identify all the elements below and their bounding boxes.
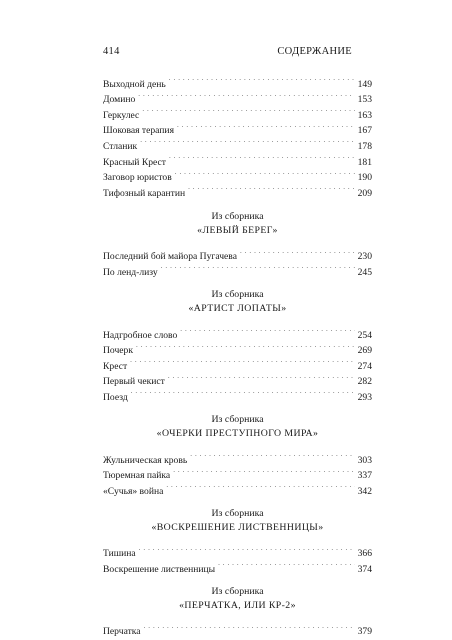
- toc-entry: [103, 149, 372, 168]
- entry-page: 337: [357, 470, 372, 482]
- entry-title: Поезд: [103, 391, 128, 403]
- entry-title: Шоковая терапия: [103, 125, 174, 137]
- collection-label: Из сборника: [211, 413, 264, 425]
- section-heading-ocherki: [103, 413, 372, 441]
- entry-title: Надгробное слово: [103, 329, 178, 341]
- dot-leader: [240, 244, 355, 260]
- toc-entry: [103, 353, 372, 372]
- entry-title: Стланик: [103, 140, 138, 152]
- toc-entry: [103, 87, 372, 106]
- entry-title: Тифозный карантин: [103, 187, 186, 199]
- dot-leader: [142, 102, 354, 118]
- toc-entry: [103, 369, 372, 388]
- dot-leader: [136, 338, 355, 354]
- dot-leader: [161, 259, 355, 275]
- toc-entry: [103, 338, 372, 357]
- dot-leader: [131, 384, 355, 400]
- entry-title: Почерк: [103, 345, 134, 357]
- dot-leader: [180, 322, 354, 338]
- entry-title: По ленд-лизу: [103, 266, 158, 278]
- entry-page: 190: [357, 172, 372, 184]
- entry-title: Крест: [103, 360, 128, 372]
- collection-name: «ПЕРЧАТКА, ИЛИ КР-2»: [179, 599, 296, 611]
- collection-label: Из сборника: [211, 210, 264, 222]
- entry-title: Геркулес: [103, 109, 140, 121]
- toc-entry: [103, 556, 372, 575]
- entry-title: Последний бой майора Пугачева: [103, 251, 237, 263]
- dot-leader: [173, 463, 354, 479]
- toc-entry: [103, 619, 372, 638]
- toc-entry: [103, 322, 372, 341]
- entry-page: 269: [357, 345, 372, 357]
- dot-leader: [169, 71, 355, 87]
- dot-leader: [177, 118, 355, 134]
- entry-page: 181: [357, 156, 372, 168]
- entry-title: Первый чекист: [103, 376, 165, 388]
- section-heading-artist-lopaty: [103, 288, 372, 316]
- dot-leader: [139, 541, 355, 557]
- entry-title: Перчатка: [103, 626, 141, 638]
- entry-page: 245: [357, 266, 372, 278]
- entry-title: Выходной день: [103, 78, 166, 90]
- toc-entry: [103, 71, 372, 90]
- entry-page: 163: [357, 109, 372, 121]
- table-of-contents: [103, 71, 372, 638]
- dot-leader: [130, 353, 354, 369]
- page-number: 414: [103, 46, 120, 57]
- collection-name: «ЛЕВЫЙ БЕРЕГ»: [197, 224, 278, 236]
- entry-page: 374: [357, 563, 372, 575]
- collection-name: «ОЧЕРКИ ПРЕСТУПНОГО МИРА»: [156, 427, 319, 439]
- section-heading-levyi-bereg: [103, 210, 372, 238]
- entry-title: Домино: [103, 94, 136, 106]
- dot-leader: [168, 369, 355, 385]
- entry-page: 293: [357, 391, 372, 403]
- dot-leader: [218, 556, 355, 572]
- section-heading-perchatka: [103, 585, 372, 613]
- entry-title: Тишина: [103, 548, 136, 560]
- entry-page: 342: [357, 485, 372, 497]
- entry-title: Тюремная пайка: [103, 470, 171, 482]
- section-heading-voskreshenie: [103, 507, 372, 535]
- collection-name: «АРТИСТ ЛОПАТЫ»: [188, 302, 287, 314]
- running-title: СОДЕРЖАНИЕ: [277, 46, 352, 57]
- toc-entry: [103, 244, 372, 263]
- dot-leader: [169, 149, 355, 165]
- entry-page: 230: [357, 251, 372, 263]
- entry-page: 153: [357, 94, 372, 106]
- entry-title: Воскрешение лиственницы: [103, 563, 216, 575]
- entry-page: 274: [357, 360, 372, 372]
- toc-entry: [103, 447, 372, 466]
- entry-title: Жульническая кровь: [103, 454, 188, 466]
- entry-page: 209: [357, 187, 372, 199]
- entry-title: Заговор юристов: [103, 172, 172, 184]
- dot-leader: [140, 133, 354, 149]
- dot-leader: [175, 165, 355, 181]
- entry-page: 303: [357, 454, 372, 466]
- toc-entry: [103, 102, 372, 121]
- entry-page: 282: [357, 376, 372, 388]
- toc-entry: [103, 133, 372, 152]
- dot-leader: [138, 87, 354, 103]
- entry-title: «Сучья» война: [103, 485, 164, 497]
- collection-label: Из сборника: [211, 585, 264, 597]
- entry-page: 366: [357, 548, 372, 560]
- toc-entry: [103, 118, 372, 137]
- entry-page: 379: [357, 626, 372, 638]
- entry-page: 167: [357, 125, 372, 137]
- dot-leader: [166, 478, 354, 494]
- dot-leader: [144, 619, 355, 635]
- collection-label: Из сборника: [211, 288, 264, 300]
- dot-leader: [188, 180, 355, 196]
- collection-label: Из сборника: [211, 507, 264, 519]
- page-header: [103, 46, 352, 57]
- dot-leader: [190, 447, 354, 463]
- collection-name: «ВОСКРЕШЕНИЕ ЛИСТВЕННИЦЫ»: [151, 521, 324, 533]
- entry-title: Красный Крест: [103, 156, 166, 168]
- intro-entries: [103, 71, 372, 199]
- entry-page: 254: [357, 329, 372, 341]
- entry-page: 149: [357, 78, 372, 90]
- toc-entry: [103, 384, 372, 403]
- toc-entry: [103, 541, 372, 560]
- entry-page: 178: [357, 140, 372, 152]
